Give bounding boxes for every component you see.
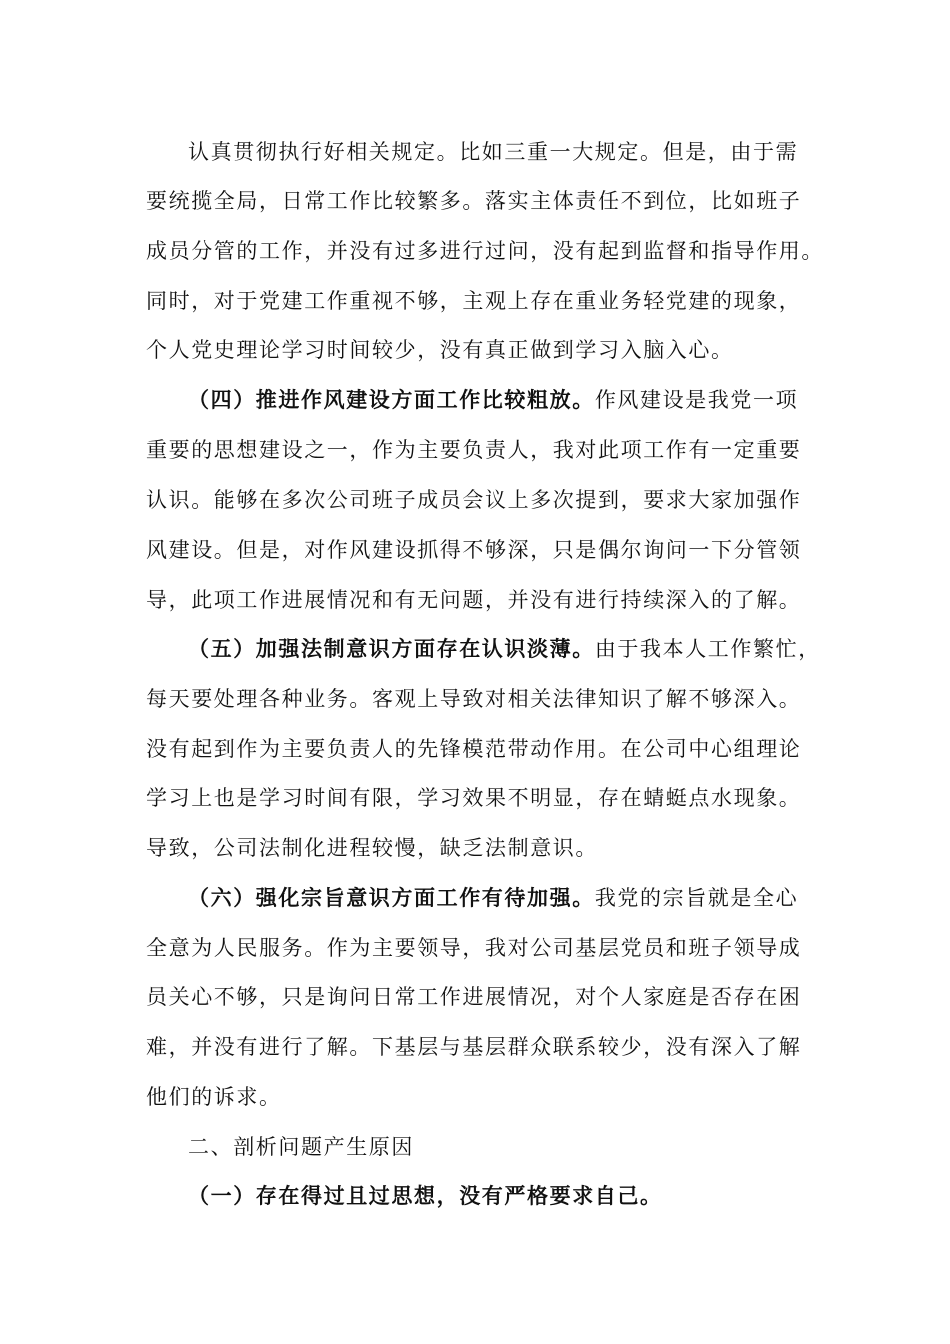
paragraph-line: 学习上也是学习时间有限，学习效果不明显，存在蜻蜓点水现象。	[146, 786, 802, 810]
part-2-subheading: （一）存在得过且过思想，没有严格要求自己。	[188, 1183, 663, 1208]
section-5-text: 由于我本人工作繁忙，	[594, 637, 821, 661]
section-4-first-line	[188, 380, 798, 420]
paragraph-line: 成员分管的工作，并没有过多进行过问，没有起到监督和指导作用。	[146, 239, 824, 263]
section-6-first-line	[188, 878, 798, 918]
paragraph-line: 认识。能够在多次公司班子成员会议上多次提到，要求大家加强作	[146, 488, 802, 512]
paragraph-line: 风建设。但是，对作风建设抓得不够深，只是偶尔询问一下分管领	[146, 538, 802, 562]
paragraph-line: 个人党史理论学习时间较少，没有真正做到学习入脑入心。	[146, 338, 734, 362]
section-4-heading: （四）推进作风建设方面工作比较粗放。	[188, 387, 595, 412]
section-5-heading: （五）加强法制意识方面存在认识淡薄。	[188, 636, 595, 661]
paragraph-line: 重要的思想建设之一，作为主要负责人，我对此项工作有一定重要	[146, 438, 802, 462]
paragraph-line: 没有起到作为主要负责人的先锋模范带动作用。在公司中心组理论	[146, 737, 802, 761]
paragraph-line: 难，并没有进行了解。下基层与基层群众联系较少，没有深入了解	[146, 1035, 802, 1059]
paragraph-line: 每天要处理各种业务。客观上导致对相关法律知识了解不够深入。	[146, 687, 802, 711]
section-4-text: 作风建设是我党一项	[594, 388, 799, 412]
section-6-text: 我党的宗旨就是全心	[594, 886, 799, 910]
paragraph-line: 认真贯彻执行好相关规定。比如三重一大规定。但是，由于需	[188, 140, 799, 164]
paragraph-line: 他们的诉求。	[146, 1085, 282, 1109]
paragraph-line: 同时，对于党建工作重视不够，主观上存在重业务轻党建的现象，	[146, 289, 802, 313]
paragraph-line: 要统揽全局，日常工作比较繁多。落实主体责任不到位，比如班子	[146, 189, 802, 213]
section-6-heading: （六）强化宗旨意识方面工作有待加强。	[188, 885, 595, 910]
paragraph-line: 全意为人民服务。作为主要领导，我对公司基层党员和班子领导成	[146, 936, 802, 960]
section-5-first-line	[188, 629, 821, 669]
part-2-heading: 二、剖析问题产生原因	[188, 1135, 414, 1159]
paragraph-line: 导，此项工作进展情况和有无问题，并没有进行持续深入的了解。	[146, 588, 802, 612]
paragraph-line: 员关心不够，只是询问日常工作进展情况，对个人家庭是否存在困	[146, 985, 802, 1009]
paragraph-line: 导致，公司法制化进程较慢，缺乏法制意识。	[146, 836, 598, 860]
